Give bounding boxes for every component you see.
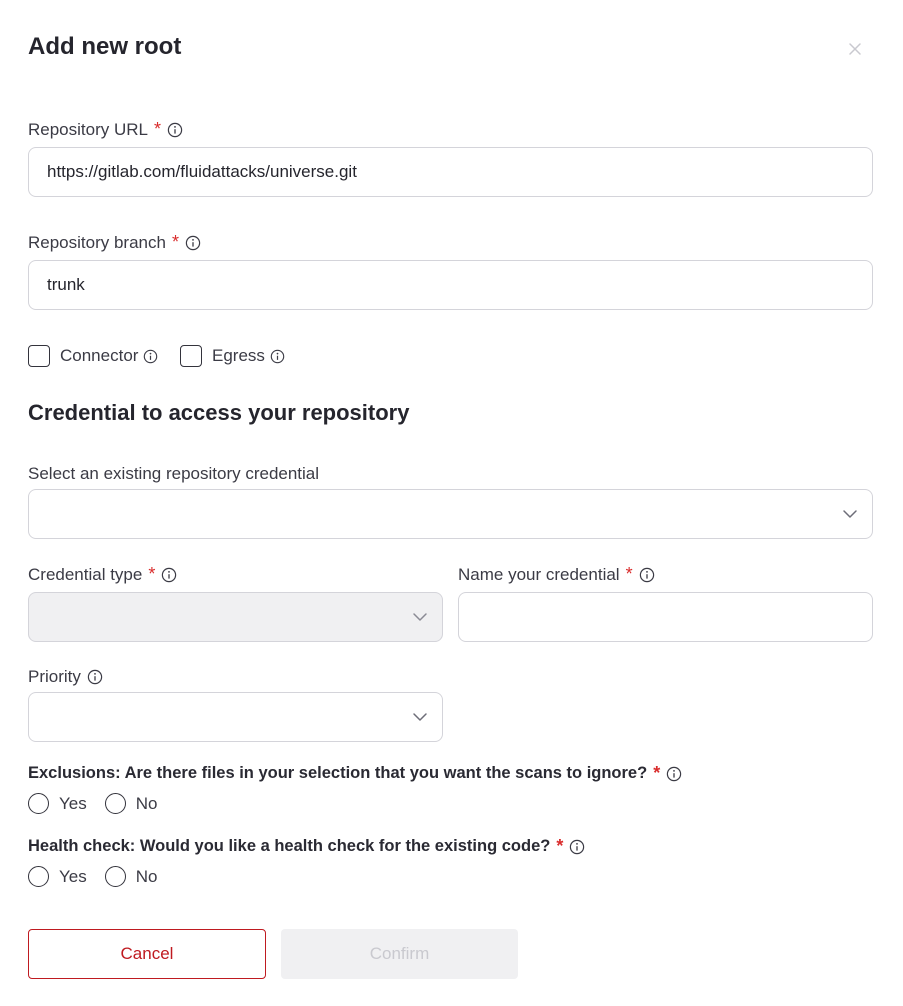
chevron-down-icon — [412, 612, 428, 622]
modal-title: Add new root — [28, 33, 182, 60]
repo-branch-input[interactable] — [28, 260, 873, 310]
existing-credential-label-text: Select an existing repository credential — [28, 464, 320, 483]
required-mark: * — [556, 836, 564, 856]
info-icon[interactable] — [143, 349, 158, 364]
health-check-yes-option[interactable] — [28, 866, 87, 887]
info-icon[interactable] — [87, 669, 103, 685]
exclusions-no-label: No — [135, 793, 158, 813]
exclusions-label-text: Exclusions: Are there files in your selection that you want the scans to ignore? — [28, 764, 648, 782]
info-icon[interactable] — [639, 567, 655, 583]
connector-checkbox[interactable] — [28, 345, 50, 367]
credential-name-label — [458, 564, 655, 585]
repo-branch-value: trunk — [47, 275, 85, 294]
credential-name-input[interactable] — [458, 592, 873, 642]
info-icon[interactable] — [185, 235, 201, 251]
chevron-down-icon — [842, 509, 858, 519]
priority-label-text: Priority — [28, 667, 81, 686]
info-icon[interactable] — [270, 349, 285, 364]
required-mark: * — [653, 763, 661, 783]
credential-section-title: Credential to access your repository — [28, 400, 410, 425]
info-icon[interactable] — [167, 122, 183, 138]
egress-label: Egress — [212, 346, 265, 365]
repo-url-label-text: Repository URL — [28, 119, 148, 139]
priority-select[interactable] — [28, 692, 443, 742]
health-check-label-text: Health check: Would you like a health check for the existing code? — [28, 837, 551, 855]
existing-credential-label — [28, 464, 319, 484]
credential-type-label-text: Credential type — [28, 564, 143, 584]
existing-credential-select[interactable] — [28, 489, 873, 539]
health-check-radio-group — [28, 866, 175, 887]
chevron-down-icon — [412, 712, 428, 722]
egress-option[interactable] — [180, 345, 285, 367]
repo-url-label — [28, 119, 183, 140]
priority-label — [28, 667, 103, 687]
close-icon[interactable] — [846, 40, 864, 58]
exclusions-yes-radio[interactable] — [28, 793, 49, 814]
info-icon[interactable] — [666, 766, 682, 782]
health-check-no-option[interactable] — [105, 866, 158, 887]
repo-url-value: https://gitlab.com/fluidattacks/universe.git — [47, 162, 357, 181]
egress-checkbox[interactable] — [180, 345, 202, 367]
exclusions-no-option[interactable] — [105, 793, 158, 814]
connector-option[interactable] — [28, 345, 158, 367]
exclusions-no-radio[interactable] — [105, 793, 126, 814]
required-mark: * — [148, 564, 156, 584]
exclusions-yes-label: Yes — [59, 793, 87, 813]
info-icon[interactable] — [161, 567, 177, 583]
health-check-no-label: No — [135, 866, 158, 886]
connector-label: Connector — [60, 346, 139, 365]
cancel-button[interactable]: Cancel — [28, 929, 266, 979]
credential-type-label — [28, 564, 177, 585]
credential-name-label-text: Name your credential — [458, 564, 620, 584]
exclusions-yes-option[interactable] — [28, 793, 87, 814]
info-icon[interactable] — [569, 839, 585, 855]
confirm-button[interactable]: Confirm — [281, 929, 518, 979]
repo-branch-label-text: Repository branch — [28, 232, 166, 252]
repo-branch-label — [28, 232, 201, 253]
credential-type-select[interactable] — [28, 592, 443, 642]
required-mark: * — [171, 232, 179, 252]
health-check-yes-label: Yes — [59, 866, 87, 886]
required-mark: * — [154, 119, 162, 139]
repo-url-input[interactable] — [28, 147, 873, 197]
exclusions-label — [28, 763, 682, 784]
health-check-no-radio[interactable] — [105, 866, 126, 887]
health-check-yes-radio[interactable] — [28, 866, 49, 887]
required-mark: * — [625, 564, 633, 584]
exclusions-radio-group — [28, 793, 175, 814]
health-check-label — [28, 836, 585, 857]
